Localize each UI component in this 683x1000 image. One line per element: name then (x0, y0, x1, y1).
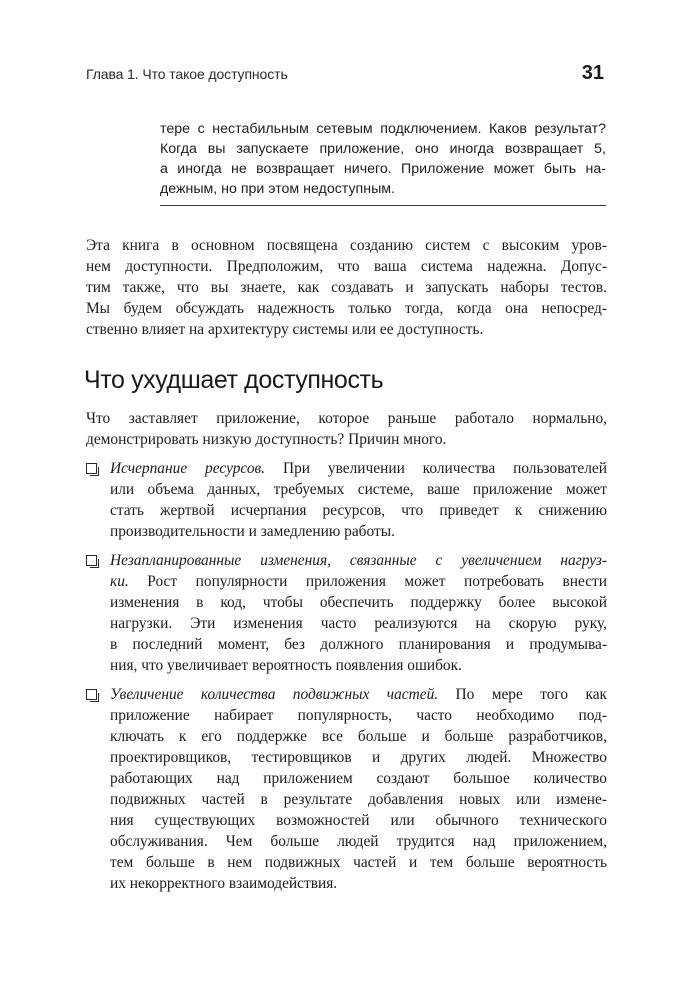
list-item-line (110, 684, 607, 705)
intro-paragraph (86, 235, 607, 340)
list-item-term-end: ки. (110, 573, 129, 590)
list-item-line: нагрузки. Эти изменения часто реализуются на скорую руку, (110, 615, 607, 632)
list-item-continuation: При увеличении количества пользователей (265, 460, 607, 477)
paragraph-line: демонстрировать низкую доступность? Причин много. (86, 431, 447, 448)
paragraph-line: тим также, что вы знаете, как создавать и запускать наборы тестов. (86, 279, 607, 296)
checkbox-bullet-icon (86, 555, 97, 566)
list-item-line: подвижных частей в результате добавления новых или измене- (110, 791, 607, 808)
running-title: Глава 1. Что такое доступность (86, 66, 288, 82)
list-item-line: проектировщиков, тестировщиков и других людей. Множество (110, 749, 607, 766)
paragraph-line: Мы будем обсуждать надежность только тогда, когда она непосред- (86, 300, 607, 317)
list-item-line: в последний момент, без должного планирования и продумыва- (110, 636, 607, 653)
list-item-line: обслуживания. Чем больше людей трудится над приложением, (110, 833, 607, 850)
list-item-text (110, 550, 607, 676)
list-item-line: или объема данных, требуемых системе, ваше приложение может (110, 481, 607, 498)
paragraph-line: нем доступности. Предположим, что ваша система надежна. Допус- (86, 258, 607, 275)
list-item-line (110, 458, 607, 479)
running-head (86, 64, 604, 88)
list-item-term: Увеличение количества подвижных частей. (110, 686, 439, 703)
checkbox-bullet-icon (86, 463, 97, 474)
lead-paragraph (86, 408, 607, 450)
note-line: тере с нестабильным сетевым подключением. Каков результат? (160, 121, 606, 137)
note-divider (160, 205, 606, 206)
list-item-continuation: Рост популярности приложения может потребовать внести (128, 573, 607, 590)
list-item-continuation: По мере того как (438, 686, 607, 703)
list-item-term: Исчерпание ресурсов. (110, 460, 266, 477)
section-heading: Что ухудшает доступность (84, 366, 384, 394)
checkbox-bullet-icon (86, 689, 97, 700)
list-item-line: тем больше в нем подвижных частей и тем больше вероятность (110, 854, 607, 871)
paragraph-line: Эта книга в основном посвящена созданию систем с высоким уров- (86, 237, 607, 254)
list-item-line: ключать к его поддержке все больше и больше разработчиков, (110, 728, 607, 745)
list-item-line: их некорректного взаимодействия. (110, 875, 338, 892)
list-item-line (110, 571, 607, 592)
note-block (160, 119, 606, 199)
paragraph-line: Что заставляет приложение, которое раньше работало нормально, (86, 410, 607, 427)
note-line: а иногда не возвращает ничего. Приложение может быть на- (160, 161, 606, 177)
list-item-text (110, 684, 607, 894)
list-item-text (110, 458, 607, 542)
list-item-line: производительности и замедлению работы. (110, 523, 395, 540)
list-item-line: изменения в код, чтобы обеспечить поддержку более высокой (110, 594, 607, 611)
list-item-line: ния, что увеличивает вероятность появления ошибок. (110, 657, 462, 674)
list-item-line: работающих над приложением создают большое количество (110, 770, 607, 787)
paragraph-line: ственно влияет на архитектуру системы или ее доступность. (86, 321, 484, 338)
note-line: дежным, но при этом недоступным. (160, 181, 395, 197)
page-number: 31 (581, 62, 604, 84)
note-line: Когда вы запускаете приложение, оно иногда возвращает 5, (160, 141, 606, 157)
list-item-line: стать жертвой исчерпания ресурсов, что приведет к снижению (110, 502, 607, 519)
list-item-term: Незапланированные изменения, связанные с увеличением нагруз- (110, 552, 607, 569)
list-item-line: приложение набирает популярность, часто необходимо под- (110, 707, 607, 724)
list-item-line: ния существующих возможностей или обычного технического (110, 812, 607, 829)
